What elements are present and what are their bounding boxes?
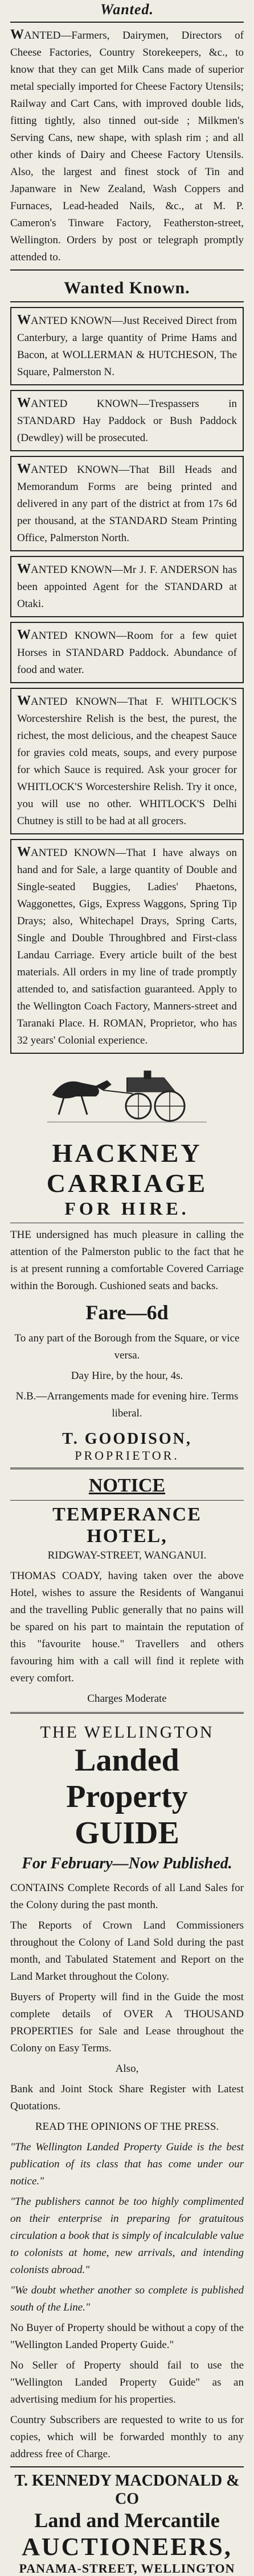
section-heading-wanted-known: Wanted Known. bbox=[64, 279, 190, 297]
ad-text: ANTED KNOWN—Just Received Direct from Canterbury, a large quantity of Prime Hams and Bacon, at WOLLERMAN & HUTCHESON, The Square, Palmerston N. bbox=[17, 315, 237, 378]
guide-press-quote: "The Wellington Landed Property Guide is the best publication of its class that has come under our notice." bbox=[10, 2141, 244, 2187]
evening-hire-note: N.B.—Arrangements made for evening hire. Terms liberal. bbox=[15, 1390, 239, 1419]
drop-cap: W bbox=[17, 562, 31, 576]
guide-paragraph: Bank and Joint Stock Share Register with Latest Quotations. bbox=[10, 2083, 244, 2112]
notice-heading: NOTICE bbox=[88, 1475, 166, 1496]
ad-agent-otaki bbox=[10, 556, 244, 617]
firm-line-2: Land and Mercantile bbox=[34, 2509, 220, 2532]
day-hire-rate: Day Hire, by the hour, 4s. bbox=[71, 1370, 183, 1382]
drop-cap: W bbox=[17, 693, 31, 708]
hackney-for-hire: FOR HIRE. bbox=[64, 1198, 190, 1219]
divider bbox=[10, 22, 244, 23]
guide-title-line-2: GUIDE bbox=[75, 1815, 179, 1851]
divider bbox=[10, 301, 244, 302]
ad-bill-heads bbox=[10, 456, 244, 551]
drop-cap: W bbox=[17, 462, 31, 476]
divider bbox=[10, 1468, 244, 1469]
hackney-description: THE undersigned has much pleasure in calling the attention of the Palmerston public to the fact that he is at present running a comfortable Covered Carriage within the Borough. Cushioned seats and backs. bbox=[10, 1229, 244, 1292]
guide-press-heading: READ THE OPINIONS OF THE PRESS. bbox=[35, 2121, 219, 2133]
firm-line-3: AUCTIONEERS, bbox=[22, 2533, 232, 2561]
hackney-carriage-title: HACKNEY CARRIAGE bbox=[46, 1139, 208, 1198]
section-heading-wanted: Wanted. bbox=[100, 1, 154, 18]
hotel-description: THOMAS COADY, having taken over the above Hotel, wishes to assure the Residents of Wanganui and the travelling Public generally that no pains will be spared on his part to maintain the reputation of this "favourite house." Travellers and others favouring him with a call will find it replete with every comfort. bbox=[10, 1570, 244, 1684]
ad-horse-paddock bbox=[10, 622, 244, 683]
guide-paragraph: No Seller of Property should fail to use the "Wellington Landed Property Guide" as an advertising medium for his properties. bbox=[10, 2359, 244, 2405]
firm-name: T. KENNEDY MACDONALD & CO bbox=[14, 2472, 240, 2508]
drop-cap: W bbox=[10, 27, 24, 42]
hotel-charges: Charges Moderate bbox=[87, 1693, 167, 1705]
ad-text: ANTED KNOWN—That Bill Heads and Memorandum Forms are being printed and delivered in any part of the district at from 17s 6d per thousand, at the STANDARD Steam Printing Office, Palmerston North. bbox=[17, 464, 237, 544]
ad-worcestershire-relish bbox=[10, 688, 244, 834]
proprietor-role: PROPRIETOR. bbox=[75, 1448, 179, 1462]
hotel-name: TEMPERANCE HOTEL, bbox=[52, 1504, 202, 1547]
ad-trespassers bbox=[10, 390, 244, 451]
drop-cap: W bbox=[17, 313, 31, 327]
guide-also: Also, bbox=[115, 2063, 139, 2075]
firm-address: PANAMA-STREET, WELLINGTON bbox=[19, 2561, 235, 2575]
guide-press-quote: "The publishers cannot be too highly complimented on their enterprise in preparing for gratuitous circulation a book that is simply of incalculable value to colonists at home, new arrivals, and intending colonists abroad." bbox=[10, 2196, 244, 2276]
ad-text: ANTED KNOWN—That F. WHITLOCK'S Worcestershire Relish is the best, the purest, the richest, the most delicious, and the cheapest Sauce for gravies cold meats, soups, and every purpose for which Sauce is required. Ask your grocer for WHITLOCK'S Worcestershire Relish. Try it once, you will use no other. WHITLOCK'S Delhi Chutney is still to be had at all grocers. bbox=[17, 696, 237, 827]
proprietor-name: T. GOODISON, bbox=[62, 1430, 192, 1448]
guide-paragraph: No Buyer of Property should be without a copy of the "Wellington Landed Property Guide." bbox=[10, 2322, 244, 2351]
carriage-illustration bbox=[42, 1061, 212, 1129]
guide-press-quote: "We doubt whether another so complete is published south of the Line." bbox=[10, 2284, 244, 2313]
divider bbox=[10, 1712, 244, 1714]
drop-cap: W bbox=[17, 628, 31, 642]
guide-title-line-1: Landed Property bbox=[66, 1743, 188, 1814]
guide-subtitle: For February—Now Published. bbox=[22, 1855, 232, 1872]
ad-milk-cans bbox=[10, 26, 244, 266]
ad-text: ANTED KNOWN—That I have always on hand and for Sale, a large quantity of Double and Single-seated Buggies, Ladies' Phaetons, Waggonettes, Gigs, Express Waggons, Spring Tip Drays; also, Whitechapel Drays, Spring Carts, Single and Double Throughbred and First-class Landau Carriage. Every article built of the best materials. All orders in my line of trade promptly attended to, and satisfaction guaranteed. Apply to the Wellington Coach Factory, Manners-street and Taranaki Place. H. ROMAN, Proprietor, who has 32 years' Colonial experience. bbox=[17, 847, 237, 1046]
divider bbox=[10, 1500, 244, 1501]
guide-paragraph: Country Subscribers are requested to write to us for copies, which will be forwarded monthly to any address free of Charge. bbox=[10, 2414, 244, 2460]
guide-paragraph: Buyers of Property will find in the Guide the most complete details of OVER A THOUSAND PROPERTIES for Sale and Lease throughout the Colony on Easy Terms. bbox=[10, 1991, 244, 2054]
divider bbox=[10, 2466, 244, 2467]
ad-hams-bacon bbox=[10, 307, 244, 385]
fare-description: To any part of the Borough from the Square, or vice versa. bbox=[14, 1332, 240, 1361]
ad-text: ANTED KNOWN—Trespassers in STANDARD Hay Paddock or Bush Paddock (Dewdley) will be prosecuted. bbox=[17, 398, 237, 444]
guide-paragraph: The Reports of Crown Land Commissioners throughout the Colony of Land Sold during the past month, and Tabulated Statement and Report on the Land Market throughout the Colony. bbox=[10, 1919, 244, 1983]
drop-cap: W bbox=[17, 396, 31, 410]
guide-publisher: THE WELLINGTON bbox=[40, 1723, 214, 1742]
ad-text: ANTED KNOWN—Mr J. F. ANDERSON has been appointed Agent for the STANDARD at Otaki. bbox=[17, 564, 237, 610]
guide-paragraph: CONTAINS Complete Records of all Land Sales for the Colony during the past month. bbox=[10, 1882, 244, 1911]
ad-text: ANTED—Farmers, Dairymen, Directors of Cheese Factories, Country Storekeepers, &c., to know that they can get Milk Cans made of superior metal specially imported for Cheese Factory Utensils; Railway and Cart Cans, with improved double lids, fitting tightly, also tinned out-side ; Milkmen's Serving Cans, new shape, with splash rim ; and all other kinds of Dairy and Cheese Factory Utensils. Also, the largest and finest stock of Tin and Japanware in New Zealand, Wash Coppers and Furnaces, Lead-headed Nails, &c., at M. P. Cameron's Tinware Factory, Featherston-street, Wellington. Orders by post or telegraph promptly attended to. bbox=[10, 30, 244, 263]
drop-cap: W bbox=[17, 845, 31, 859]
fare-price: Fare—6d bbox=[85, 1301, 169, 1324]
hotel-address: RIDGWAY-STREET, WANGANUI. bbox=[47, 1549, 207, 1561]
ad-coach-factory bbox=[10, 839, 244, 1054]
ad-text: ANTED KNOWN—Room for a few quiet Horses in STANDARD Paddock. Abundance of food and water. bbox=[17, 630, 237, 676]
divider bbox=[10, 269, 244, 271]
